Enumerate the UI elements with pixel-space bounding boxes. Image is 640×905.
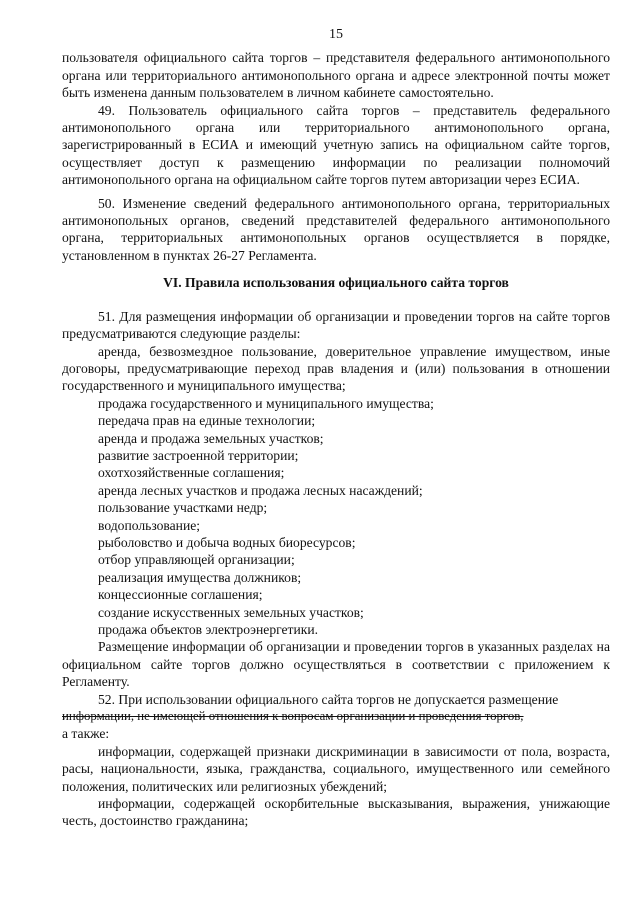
list-item: охотхозяйственные соглашения; <box>98 465 285 481</box>
list-item: концессионные соглашения; <box>98 587 263 603</box>
paragraph-51: 51. Для размещения информации об организации и проведении торгов на сайте торгов предусматриваются следующие разделы: <box>62 308 610 342</box>
paragraph-50: 50. Изменение сведений федерального антимонопольного органа, территориальных антимонопольных органов, сведений представителей федерального антимонопольного органа, территориальных антимонопольных органов осуществляется в порядке, установленном в пунктах 26-27 Регламента. <box>62 195 610 263</box>
list-item: отбор управляющей организации; <box>98 552 295 568</box>
paragraph-52-struck: информации, не имеющей отношения к вопросам организации и проведения торгов, <box>62 709 524 724</box>
sections-list <box>62 395 610 639</box>
page-number: 15 <box>329 27 343 42</box>
list-item: передача прав на единые технологии; <box>98 413 316 429</box>
list-item: аренда и продажа земельных участков; <box>98 430 324 446</box>
paragraph-52-item-1: информации, содержащей признаки дискриминации в зависимости от пола, возраста, расы, национальности, языка, гражданства, социального, имущественного или семейного положения, политических или религиозных убеждений; <box>62 743 610 794</box>
paragraph-continued: пользователя официального сайта торгов – представителя федерального антимонопольного органа или территориального антимонопольного органа и адресе электронной почты может быть изменена данным пользователем в личном кабинете самостоятельно. <box>62 50 610 101</box>
list-item: реализация имущества должников; <box>98 569 302 585</box>
paragraph-52-item-2: информации, содержащей оскорбительные высказывания, выражения, унижающие честь, достоинство гражданина; <box>62 796 610 829</box>
list-item: аренда лесных участков и продажа лесных насаждений; <box>98 482 423 498</box>
paragraph-52: 52. При использовании официального сайта торгов не допускается размещение <box>98 691 559 707</box>
list-item: продажа государственного и муниципального имущества; <box>98 395 434 411</box>
document-page <box>62 26 610 830</box>
paragraph-52-also: а также: <box>62 726 110 742</box>
list-item: пользование участками недр; <box>98 500 268 516</box>
paragraph-placement: Размещение информации об организации и проведении торгов в указанных разделах на официальном сайте торгов должно осуществляться в соответствии с приложением к Регламенту. <box>62 639 610 690</box>
list-item: продажа объектов электроэнергетики. <box>98 622 319 637</box>
list-item: водопользование; <box>98 517 201 533</box>
list-item-first: аренда, безвозмездное пользование, доверительное управление имуществом, иные договоры, предусматривающие переход прав владения и (или) пользования в отношении государственного и муниципального имущества; <box>62 343 610 394</box>
paragraph-49: 49. Пользователь официального сайта торгов – представитель федерального антимонопольного органа или территориального антимонопольного органа, зарегистрированный в ЕСИА и имеющий учетную запись на официальном сайте торгов, осуществляет доступ к размещению информации по реализации полномочий антимонопольного органа на официальном сайте торгов путем авторизации через ЕСИА. <box>62 102 610 188</box>
list-item: развитие застроенной территории; <box>98 447 299 463</box>
list-item: создание искусственных земельных участков; <box>98 604 364 620</box>
section-heading: VI. Правила использования официального сайта торгов <box>163 275 509 291</box>
list-item: рыболовство и добыча водных биоресурсов; <box>98 534 356 550</box>
